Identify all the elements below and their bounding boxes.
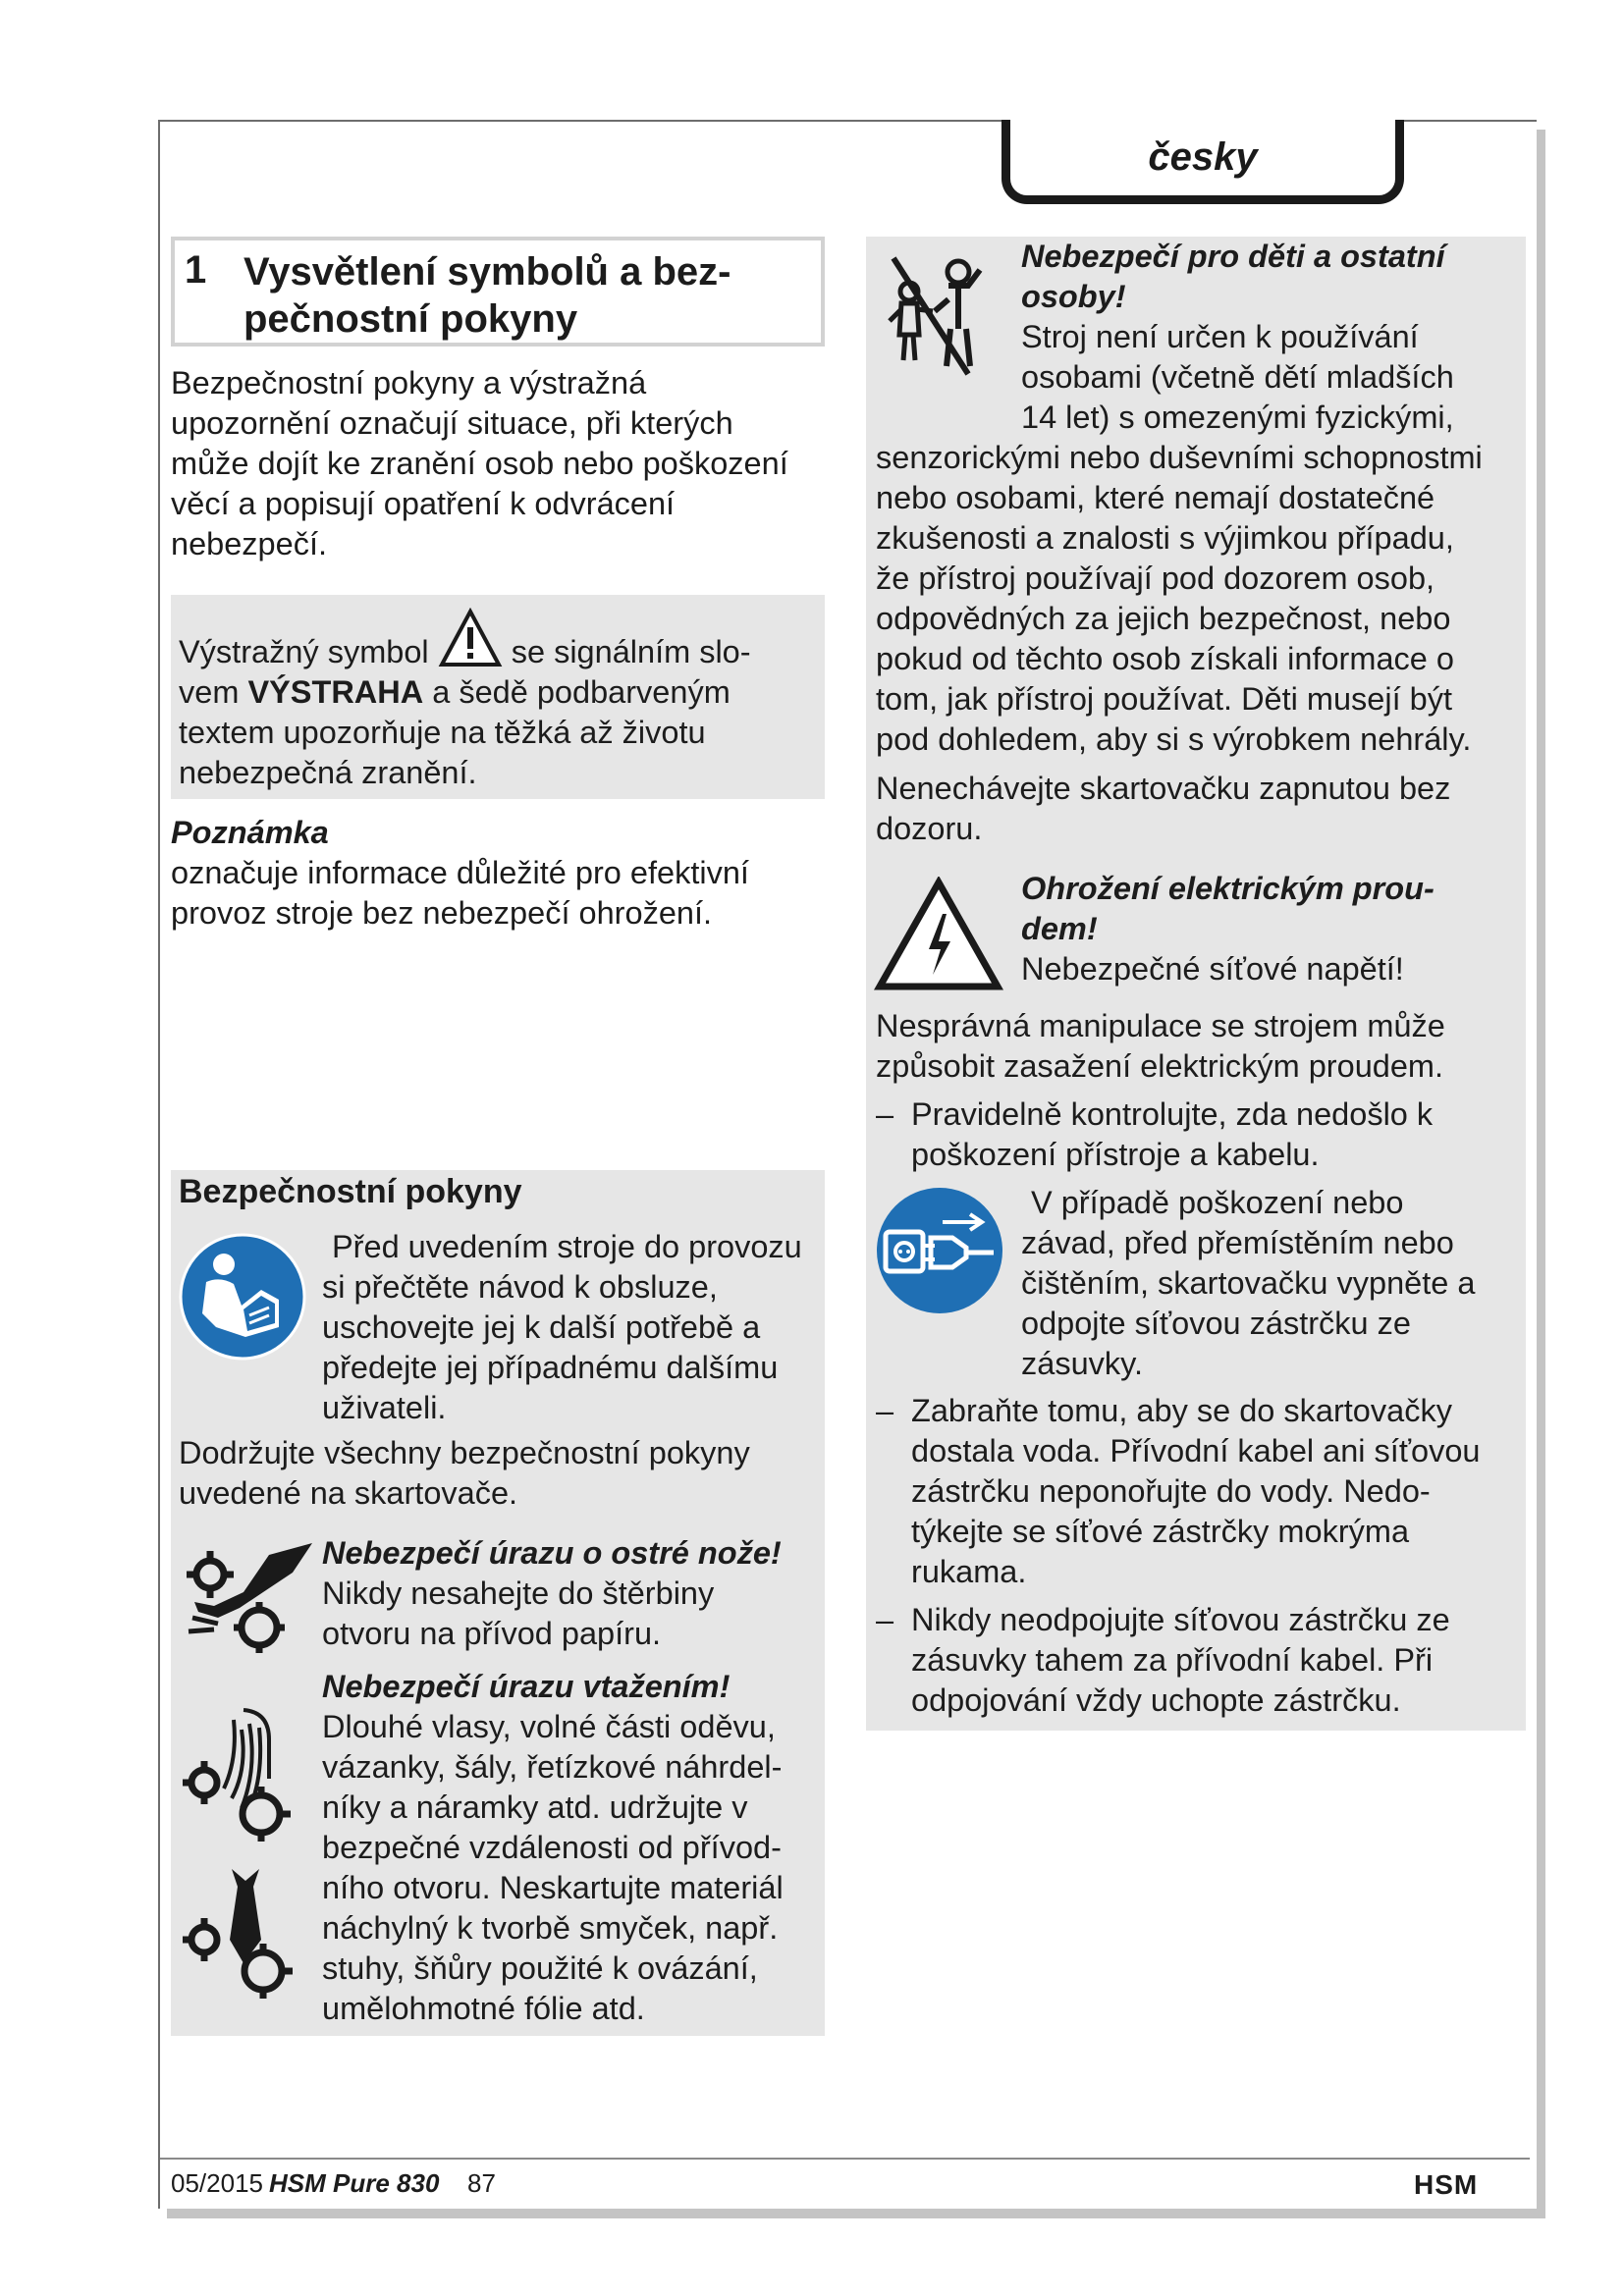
electric-title (1021, 869, 1512, 989)
unplug-line: závad, před přemístěním nebo (1021, 1225, 1454, 1260)
signal-word: VÝSTRAHA (247, 674, 424, 710)
manual-line: uživateli. (322, 1390, 447, 1425)
manual-text (322, 1227, 823, 1428)
electric-list (876, 1391, 1524, 1721)
electric-line: způsobit zasažení elektrickým proudem. (876, 1048, 1444, 1084)
dash-bullet: – (876, 1393, 894, 1428)
pull-line: níky a náramky atd. udržujte v (322, 1789, 748, 1825)
dash-bullet: – (876, 1602, 894, 1637)
list-line: Zabraňte tomu, aby se do skartovačky (911, 1393, 1452, 1428)
pull-line: umělohmotné fólie atd. (322, 1991, 645, 2026)
knife-line: otvoru na přívod papíru. (322, 1616, 662, 1651)
children-line: odpovědných za jejich bezpečnost, nebo (876, 601, 1451, 636)
warning-text: se signálním slo- (511, 634, 751, 669)
no-children-icon (880, 250, 988, 378)
warning-line: nebezpečná zranění. (179, 755, 477, 790)
list-line: odpojování vždy uchopte zástrčku. (911, 1682, 1401, 1718)
observe-line: Dodržujte všechny bezpečnostní pokyny (179, 1435, 750, 1470)
observe-text (179, 1433, 817, 1514)
warning-line: textem upozorňuje na těžká až životu (179, 715, 706, 750)
electric-body (876, 1006, 1524, 1175)
footer-page-number: 87 (467, 2168, 496, 2198)
list-line: zástrčku neponořujte do vody. Nedo- (911, 1473, 1431, 1509)
unattended-text (876, 769, 1524, 849)
warning-line (179, 672, 817, 713)
note-title: Poznámka (171, 815, 329, 850)
pull-text (322, 1667, 823, 2029)
list-line: poškození přístroje a kabelu. (911, 1137, 1320, 1172)
children-line: osobami (včetně dětí mladších (1021, 359, 1454, 395)
list-line: týkejte se síťové zástrčky mokrýma (911, 1514, 1410, 1549)
hair-entanglement-icon (175, 1700, 312, 1847)
intro-paragraph (171, 363, 819, 564)
note-line: provoz stroje bez nebezpečí ohrožení. (171, 895, 713, 931)
children-line: pod dohledem, aby si s výrobkem nehrály. (876, 721, 1472, 757)
warning-text: vem (179, 674, 240, 710)
warning-line (179, 632, 817, 672)
dash-bullet: – (876, 1096, 894, 1132)
footer-date: 05/2015 (171, 2168, 263, 2198)
unattended-line: Nenechávejte skartovačku zapnutou bez (876, 771, 1451, 806)
warning-text: a šedě podbarveným (432, 674, 731, 710)
pull-line: Dlouhé vlasy, volné části oděvu, (322, 1709, 776, 1744)
observe-line: uvedené na skartovače. (179, 1475, 518, 1511)
section-title-line2: pečnostní pokyny (244, 297, 578, 341)
pull-line: stuhy, šňůry použité k ovázání, (322, 1950, 758, 1986)
children-line: senzorickými nebo duševními schopnostmi (876, 440, 1483, 475)
children-line: nebo osobami, které nemají dostatečné (876, 480, 1435, 515)
unattended-line: dozoru. (876, 811, 983, 846)
intro-line: Bezpečnostní pokyny a výstražná (171, 365, 647, 400)
children-line: 14 let) s omezenými fyzickými, (1021, 400, 1454, 435)
knife-line: Nikdy nesahejte do štěrbiny (322, 1575, 715, 1611)
knife-text (322, 1533, 823, 1654)
unplug-line: zásuvky. (1021, 1346, 1144, 1381)
safety-box (171, 1170, 825, 2036)
list-item (876, 1600, 1524, 1721)
safety-title: Bezpečnostní pokyny (179, 1173, 522, 1210)
section-heading (171, 237, 825, 347)
children-title-line: osoby! (1021, 279, 1126, 314)
electric-subtitle: Nebezpečné síťové napětí! (1021, 951, 1404, 987)
children-box (866, 237, 1526, 767)
children-body (876, 438, 1524, 760)
footer-divider (160, 2158, 1530, 2160)
language-tab (1001, 120, 1404, 204)
knife-title: Nebezpečí úrazu o ostré nože! (322, 1535, 782, 1571)
warning-box (171, 595, 825, 799)
note-block (171, 813, 819, 934)
intro-line: věcí a popisují opatření k odvrácení (171, 486, 676, 521)
unplug-line: odpojte síťovou zástrčku ze (1021, 1306, 1411, 1341)
unplug-icon (874, 1185, 1005, 1316)
list-line: zásuvky tahem za přívodní kabel. Při (911, 1642, 1434, 1678)
manual-line: Před uvedením stroje do provozu (332, 1229, 802, 1264)
children-title-line: Nebezpečí pro děti a ostatní (1021, 239, 1445, 274)
intro-line: nebezpečí. (171, 526, 328, 561)
intro-line: může dojít ke zranění osob nebo poškození (171, 446, 788, 481)
unplug-line: čištěním, skartovačku vypněte a (1021, 1265, 1476, 1301)
list-line: dostala voda. Přívodní kabel ani síťovou (911, 1433, 1481, 1468)
list-item (876, 1095, 1524, 1175)
list-line: Nikdy neodpojujte síťovou zástrčku ze (911, 1602, 1450, 1637)
section-title-line1: Vysvětlení symbolů a bez- (244, 250, 731, 294)
pull-line: bezpečné vzdálenosti od přívod- (322, 1830, 782, 1865)
language-label: česky (1148, 135, 1258, 179)
read-manual-icon (177, 1231, 308, 1362)
electric-hazard-icon (874, 877, 1003, 992)
list-line: Pravidelně kontrolujte, zda nedošlo k (911, 1096, 1434, 1132)
pull-line: vázanky, šály, řetízkové náhrdel- (322, 1749, 783, 1785)
list-item (876, 1391, 1524, 1592)
children-line: Stroj není určen k používání (1021, 319, 1419, 354)
children-title (1021, 237, 1512, 438)
footer-product: HSM Pure 830 (269, 2168, 440, 2198)
list-line: rukama. (911, 1554, 1027, 1589)
warning-triangle-icon (438, 633, 503, 667)
section-number: 1 (185, 248, 207, 292)
children-line: zkušenosti a znalosti s výjimkou případu, (876, 520, 1454, 556)
children-line: že přístroj používají pod dozorem osob, (876, 561, 1435, 596)
electric-line: Nesprávná manipulace se strojem může (876, 1008, 1445, 1043)
manual-line: uschovejte jej k další potřebě a (322, 1309, 761, 1345)
manual-line: si přečtěte návod k obsluze, (322, 1269, 718, 1305)
electric-title-line: dem! (1021, 911, 1098, 946)
children-line: pokud od těchto osob získali informace o (876, 641, 1454, 676)
sharp-blades-icon (175, 1533, 312, 1671)
note-line: označuje informace důležité pro efektivní (171, 855, 749, 890)
manual-line: předejte jej případnému dalšímu (322, 1350, 779, 1385)
children-line: tom, jak přístroj používat. Děti musejí být (876, 681, 1453, 717)
section-title (244, 248, 793, 343)
pull-line: náchylný k tvorbě smyček, např. (322, 1910, 779, 1946)
warning-text: Výstražný symbol (179, 634, 429, 669)
electric-box (866, 767, 1526, 1731)
unplug-line: V případě poškození nebo (1031, 1185, 1404, 1220)
electric-title-line: Ohrožení elektrickým prou- (1021, 871, 1435, 906)
intro-line: upozornění označují situace, při kterých (171, 405, 733, 441)
pull-line: ního otvoru. Neskartujte materiál (322, 1870, 784, 1905)
unplug-text (1021, 1183, 1512, 1384)
hsm-logo: HSM (1414, 2169, 1479, 2200)
pull-title: Nebezpečí úrazu vtažením! (322, 1669, 731, 1704)
tie-entanglement-icon (175, 1861, 312, 2008)
